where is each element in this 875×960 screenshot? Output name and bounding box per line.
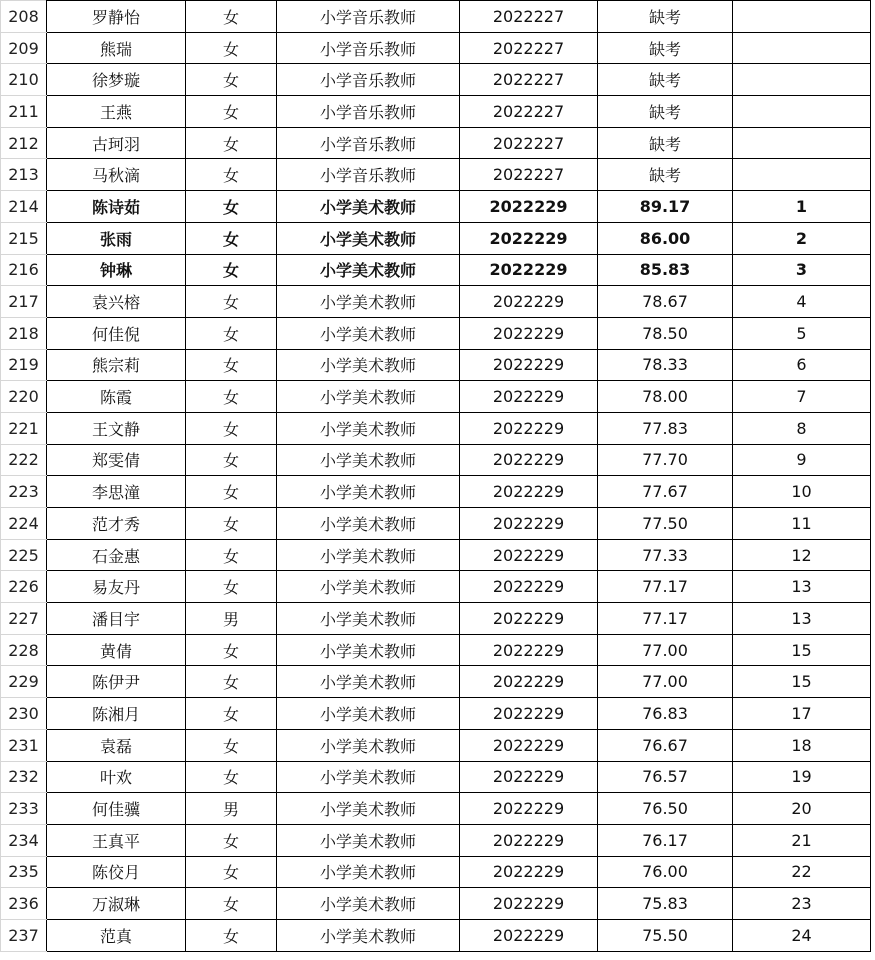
row-number-cell[interactable]: 232 — [1, 761, 47, 793]
table-row — [1, 412, 871, 444]
rank-cell[interactable]: 10 — [733, 476, 871, 508]
gender-cell[interactable]: 女 — [186, 191, 277, 223]
table-row — [1, 919, 871, 951]
rank-cell[interactable]: 7 — [733, 381, 871, 413]
position-cell[interactable]: 小学美术教师 — [277, 317, 460, 349]
code-cell[interactable]: 2022229 — [460, 919, 598, 951]
name-cell[interactable]: 潘目宇 — [47, 603, 186, 635]
score-cell[interactable]: 77.33 — [598, 539, 733, 571]
row-number-cell[interactable]: 233 — [1, 793, 47, 825]
row-number-cell[interactable]: 221 — [1, 412, 47, 444]
gender-cell[interactable]: 女 — [186, 254, 277, 286]
score-cell[interactable]: 缺考 — [598, 64, 733, 96]
code-cell[interactable]: 2022229 — [460, 444, 598, 476]
code-cell[interactable]: 2022229 — [460, 634, 598, 666]
score-cell[interactable]: 77.17 — [598, 571, 733, 603]
name-cell[interactable]: 陈湘月 — [47, 698, 186, 730]
code-cell[interactable]: 2022229 — [460, 793, 598, 825]
gender-cell[interactable]: 女 — [186, 32, 277, 64]
rank-cell[interactable]: 12 — [733, 539, 871, 571]
name-cell[interactable]: 易友丹 — [47, 571, 186, 603]
code-cell[interactable]: 2022227 — [460, 96, 598, 128]
gender-cell[interactable]: 女 — [186, 222, 277, 254]
score-cell[interactable]: 缺考 — [598, 127, 733, 159]
name-cell[interactable]: 何佳倪 — [47, 317, 186, 349]
row-number-cell[interactable]: 226 — [1, 571, 47, 603]
score-cell[interactable]: 77.00 — [598, 666, 733, 698]
name-cell[interactable]: 古珂羽 — [47, 127, 186, 159]
code-cell[interactable]: 2022229 — [460, 824, 598, 856]
table-row — [1, 793, 871, 825]
gender-cell[interactable]: 女 — [186, 856, 277, 888]
rank-cell[interactable] — [733, 1, 871, 33]
table-row — [1, 888, 871, 920]
row-number-cell[interactable]: 210 — [1, 64, 47, 96]
position-cell[interactable]: 小学美术教师 — [277, 412, 460, 444]
gender-cell[interactable]: 女 — [186, 508, 277, 540]
code-cell[interactable]: 2022227 — [460, 127, 598, 159]
row-number-cell[interactable]: 220 — [1, 381, 47, 413]
gender-cell[interactable]: 女 — [186, 317, 277, 349]
position-cell[interactable]: 小学音乐教师 — [277, 32, 460, 64]
rank-cell[interactable]: 8 — [733, 412, 871, 444]
position-cell[interactable]: 小学美术教师 — [277, 919, 460, 951]
rank-cell[interactable]: 2 — [733, 222, 871, 254]
position-cell[interactable]: 小学美术教师 — [277, 254, 460, 286]
score-cell[interactable]: 77.83 — [598, 412, 733, 444]
score-cell[interactable]: 78.33 — [598, 349, 733, 381]
gender-cell[interactable]: 女 — [186, 412, 277, 444]
gender-cell[interactable]: 女 — [186, 349, 277, 381]
rank-cell[interactable] — [733, 96, 871, 128]
score-cell[interactable]: 缺考 — [598, 159, 733, 191]
code-cell[interactable]: 2022229 — [460, 412, 598, 444]
position-cell[interactable]: 小学美术教师 — [277, 571, 460, 603]
name-cell[interactable]: 黄倩 — [47, 634, 186, 666]
row-number-cell[interactable]: 216 — [1, 254, 47, 286]
rank-cell[interactable] — [733, 159, 871, 191]
position-cell[interactable]: 小学美术教师 — [277, 793, 460, 825]
table-row — [1, 96, 871, 128]
gender-cell[interactable]: 女 — [186, 539, 277, 571]
score-cell[interactable]: 89.17 — [598, 191, 733, 223]
row-number-cell[interactable]: 228 — [1, 634, 47, 666]
name-cell[interactable]: 陈霞 — [47, 381, 186, 413]
position-cell[interactable]: 小学美术教师 — [277, 888, 460, 920]
score-cell[interactable]: 缺考 — [598, 96, 733, 128]
position-cell[interactable]: 小学美术教师 — [277, 856, 460, 888]
rank-cell[interactable]: 22 — [733, 856, 871, 888]
table-row — [1, 64, 871, 96]
gender-cell[interactable]: 女 — [186, 888, 277, 920]
position-cell[interactable]: 小学美术教师 — [277, 539, 460, 571]
row-number-cell[interactable]: 224 — [1, 508, 47, 540]
name-cell[interactable]: 王文静 — [47, 412, 186, 444]
gender-cell[interactable]: 女 — [186, 698, 277, 730]
rank-cell[interactable]: 15 — [733, 634, 871, 666]
position-cell[interactable]: 小学音乐教师 — [277, 64, 460, 96]
code-cell[interactable]: 2022227 — [460, 32, 598, 64]
row-number-cell[interactable]: 222 — [1, 444, 47, 476]
table-row — [1, 381, 871, 413]
name-cell[interactable]: 熊瑞 — [47, 32, 186, 64]
name-cell[interactable]: 石金惠 — [47, 539, 186, 571]
table-row — [1, 444, 871, 476]
code-cell[interactable]: 2022229 — [460, 761, 598, 793]
code-cell[interactable]: 2022229 — [460, 571, 598, 603]
gender-cell[interactable]: 女 — [186, 919, 277, 951]
position-cell[interactable]: 小学美术教师 — [277, 286, 460, 318]
score-cell[interactable]: 78.67 — [598, 286, 733, 318]
score-cell[interactable]: 76.57 — [598, 761, 733, 793]
row-number-cell[interactable]: 229 — [1, 666, 47, 698]
code-cell[interactable]: 2022229 — [460, 508, 598, 540]
score-cell[interactable]: 76.50 — [598, 793, 733, 825]
row-number-cell[interactable]: 231 — [1, 729, 47, 761]
name-cell[interactable]: 熊宗莉 — [47, 349, 186, 381]
score-cell[interactable]: 78.00 — [598, 381, 733, 413]
row-number-cell[interactable]: 223 — [1, 476, 47, 508]
score-cell[interactable]: 77.17 — [598, 603, 733, 635]
position-cell[interactable]: 小学美术教师 — [277, 603, 460, 635]
position-cell[interactable]: 小学美术教师 — [277, 824, 460, 856]
rank-cell[interactable]: 17 — [733, 698, 871, 730]
name-cell[interactable]: 马秋滴 — [47, 159, 186, 191]
code-cell[interactable]: 2022229 — [460, 317, 598, 349]
table-row — [1, 634, 871, 666]
name-cell[interactable]: 王真平 — [47, 824, 186, 856]
gender-cell[interactable]: 女 — [186, 634, 277, 666]
gender-cell[interactable]: 女 — [186, 381, 277, 413]
position-cell[interactable]: 小学美术教师 — [277, 349, 460, 381]
rank-cell[interactable]: 15 — [733, 666, 871, 698]
table-row — [1, 508, 871, 540]
score-cell[interactable]: 缺考 — [598, 32, 733, 64]
name-cell[interactable]: 陈诗茹 — [47, 191, 186, 223]
table-row — [1, 476, 871, 508]
code-cell[interactable]: 2022229 — [460, 666, 598, 698]
rank-cell[interactable]: 24 — [733, 919, 871, 951]
position-cell[interactable]: 小学美术教师 — [277, 222, 460, 254]
gender-cell[interactable]: 女 — [186, 729, 277, 761]
gender-cell[interactable]: 女 — [186, 761, 277, 793]
name-cell[interactable]: 袁磊 — [47, 729, 186, 761]
position-cell[interactable]: 小学美术教师 — [277, 444, 460, 476]
table-row — [1, 1, 871, 33]
name-cell[interactable]: 叶欢 — [47, 761, 186, 793]
table-row — [1, 32, 871, 64]
row-number-cell[interactable]: 209 — [1, 32, 47, 64]
score-cell[interactable]: 缺考 — [598, 1, 733, 33]
score-cell[interactable]: 77.50 — [598, 508, 733, 540]
row-number-cell[interactable]: 212 — [1, 127, 47, 159]
rank-cell[interactable]: 23 — [733, 888, 871, 920]
table-row — [1, 761, 871, 793]
table-row — [1, 159, 871, 191]
gender-cell[interactable]: 女 — [186, 159, 277, 191]
row-number-cell[interactable]: 211 — [1, 96, 47, 128]
rank-cell[interactable]: 5 — [733, 317, 871, 349]
code-cell[interactable]: 2022229 — [460, 222, 598, 254]
rank-cell[interactable] — [733, 32, 871, 64]
table-row — [1, 286, 871, 318]
position-cell[interactable]: 小学美术教师 — [277, 761, 460, 793]
name-cell[interactable]: 陈伊尹 — [47, 666, 186, 698]
position-cell[interactable]: 小学美术教师 — [277, 381, 460, 413]
gender-cell[interactable]: 男 — [186, 603, 277, 635]
rank-cell[interactable]: 1 — [733, 191, 871, 223]
gender-cell[interactable]: 女 — [186, 286, 277, 318]
score-cell[interactable]: 85.83 — [598, 254, 733, 286]
name-cell[interactable]: 徐梦璇 — [47, 64, 186, 96]
table-row — [1, 317, 871, 349]
code-cell[interactable]: 2022229 — [460, 539, 598, 571]
row-number-cell[interactable]: 237 — [1, 919, 47, 951]
gender-cell[interactable]: 女 — [186, 666, 277, 698]
table-row — [1, 222, 871, 254]
position-cell[interactable]: 小学美术教师 — [277, 729, 460, 761]
rank-cell[interactable]: 9 — [733, 444, 871, 476]
row-number-cell[interactable]: 236 — [1, 888, 47, 920]
row-number-cell[interactable]: 213 — [1, 159, 47, 191]
rank-cell[interactable]: 3 — [733, 254, 871, 286]
row-number-cell[interactable]: 217 — [1, 286, 47, 318]
code-cell[interactable]: 2022229 — [460, 286, 598, 318]
rank-cell[interactable]: 13 — [733, 571, 871, 603]
row-number-cell[interactable]: 225 — [1, 539, 47, 571]
name-cell[interactable]: 李思潼 — [47, 476, 186, 508]
code-cell[interactable]: 2022229 — [460, 254, 598, 286]
name-cell[interactable]: 张雨 — [47, 222, 186, 254]
table-row — [1, 539, 871, 571]
gender-cell[interactable]: 女 — [186, 64, 277, 96]
row-number-cell[interactable]: 227 — [1, 603, 47, 635]
score-cell[interactable]: 75.50 — [598, 919, 733, 951]
name-cell[interactable]: 钟琳 — [47, 254, 186, 286]
code-cell[interactable]: 2022229 — [460, 476, 598, 508]
name-cell[interactable]: 罗静怡 — [47, 1, 186, 33]
code-cell[interactable]: 2022229 — [460, 381, 598, 413]
code-cell[interactable]: 2022229 — [460, 698, 598, 730]
row-number-cell[interactable]: 219 — [1, 349, 47, 381]
table-body — [1, 1, 871, 952]
score-cell[interactable]: 76.00 — [598, 856, 733, 888]
row-number-cell[interactable]: 214 — [1, 191, 47, 223]
row-number-cell[interactable]: 215 — [1, 222, 47, 254]
rank-cell[interactable] — [733, 127, 871, 159]
code-cell[interactable]: 2022229 — [460, 888, 598, 920]
rank-cell[interactable]: 6 — [733, 349, 871, 381]
name-cell[interactable]: 何佳骥 — [47, 793, 186, 825]
code-cell[interactable]: 2022227 — [460, 159, 598, 191]
code-cell[interactable]: 2022229 — [460, 349, 598, 381]
table-row — [1, 349, 871, 381]
position-cell[interactable]: 小学音乐教师 — [277, 96, 460, 128]
row-number-cell[interactable]: 218 — [1, 317, 47, 349]
name-cell[interactable]: 王燕 — [47, 96, 186, 128]
position-cell[interactable]: 小学美术教师 — [277, 698, 460, 730]
rank-cell[interactable] — [733, 64, 871, 96]
row-number-cell[interactable]: 230 — [1, 698, 47, 730]
code-cell[interactable]: 2022229 — [460, 191, 598, 223]
position-cell[interactable]: 小学美术教师 — [277, 508, 460, 540]
row-number-cell[interactable]: 235 — [1, 856, 47, 888]
code-cell[interactable]: 2022229 — [460, 729, 598, 761]
name-cell[interactable]: 万淑琳 — [47, 888, 186, 920]
score-cell[interactable]: 76.17 — [598, 824, 733, 856]
score-cell[interactable]: 77.67 — [598, 476, 733, 508]
rank-cell[interactable]: 20 — [733, 793, 871, 825]
position-cell[interactable]: 小学美术教师 — [277, 476, 460, 508]
table-row — [1, 856, 871, 888]
table-row — [1, 254, 871, 286]
gender-cell[interactable]: 女 — [186, 824, 277, 856]
position-cell[interactable]: 小学美术教师 — [277, 634, 460, 666]
name-cell[interactable]: 范真 — [47, 919, 186, 951]
score-cell[interactable]: 77.00 — [598, 634, 733, 666]
gender-cell[interactable]: 男 — [186, 793, 277, 825]
position-cell[interactable]: 小学音乐教师 — [277, 159, 460, 191]
table-row — [1, 666, 871, 698]
position-cell[interactable]: 小学音乐教师 — [277, 1, 460, 33]
table-row — [1, 571, 871, 603]
score-cell[interactable]: 78.50 — [598, 317, 733, 349]
gender-cell[interactable]: 女 — [186, 476, 277, 508]
position-cell[interactable]: 小学美术教师 — [277, 191, 460, 223]
row-number-cell[interactable]: 234 — [1, 824, 47, 856]
position-cell[interactable]: 小学音乐教师 — [277, 127, 460, 159]
name-cell[interactable]: 郑雯倩 — [47, 444, 186, 476]
score-cell[interactable]: 76.67 — [598, 729, 733, 761]
gender-cell[interactable]: 女 — [186, 127, 277, 159]
gender-cell[interactable]: 女 — [186, 1, 277, 33]
gender-cell[interactable]: 女 — [186, 571, 277, 603]
table-row — [1, 127, 871, 159]
code-cell[interactable]: 2022229 — [460, 856, 598, 888]
rank-cell[interactable]: 11 — [733, 508, 871, 540]
score-cell[interactable]: 86.00 — [598, 222, 733, 254]
code-cell[interactable]: 2022229 — [460, 603, 598, 635]
rank-cell[interactable]: 21 — [733, 824, 871, 856]
code-cell[interactable]: 2022227 — [460, 64, 598, 96]
gender-cell[interactable]: 女 — [186, 96, 277, 128]
name-cell[interactable]: 陈佼月 — [47, 856, 186, 888]
table-row — [1, 698, 871, 730]
rank-cell[interactable]: 19 — [733, 761, 871, 793]
score-cell[interactable]: 75.83 — [598, 888, 733, 920]
table-row — [1, 729, 871, 761]
table-row — [1, 824, 871, 856]
table-row — [1, 603, 871, 635]
position-cell[interactable]: 小学美术教师 — [277, 666, 460, 698]
name-cell[interactable]: 袁兴榕 — [47, 286, 186, 318]
score-cell[interactable]: 77.70 — [598, 444, 733, 476]
row-number-cell[interactable]: 208 — [1, 1, 47, 33]
gender-cell[interactable]: 女 — [186, 444, 277, 476]
code-cell[interactable]: 2022227 — [460, 1, 598, 33]
score-cell[interactable]: 76.83 — [598, 698, 733, 730]
name-cell[interactable]: 范才秀 — [47, 508, 186, 540]
rank-cell[interactable]: 13 — [733, 603, 871, 635]
table-row — [1, 191, 871, 223]
rank-cell[interactable]: 18 — [733, 729, 871, 761]
rank-cell[interactable]: 4 — [733, 286, 871, 318]
